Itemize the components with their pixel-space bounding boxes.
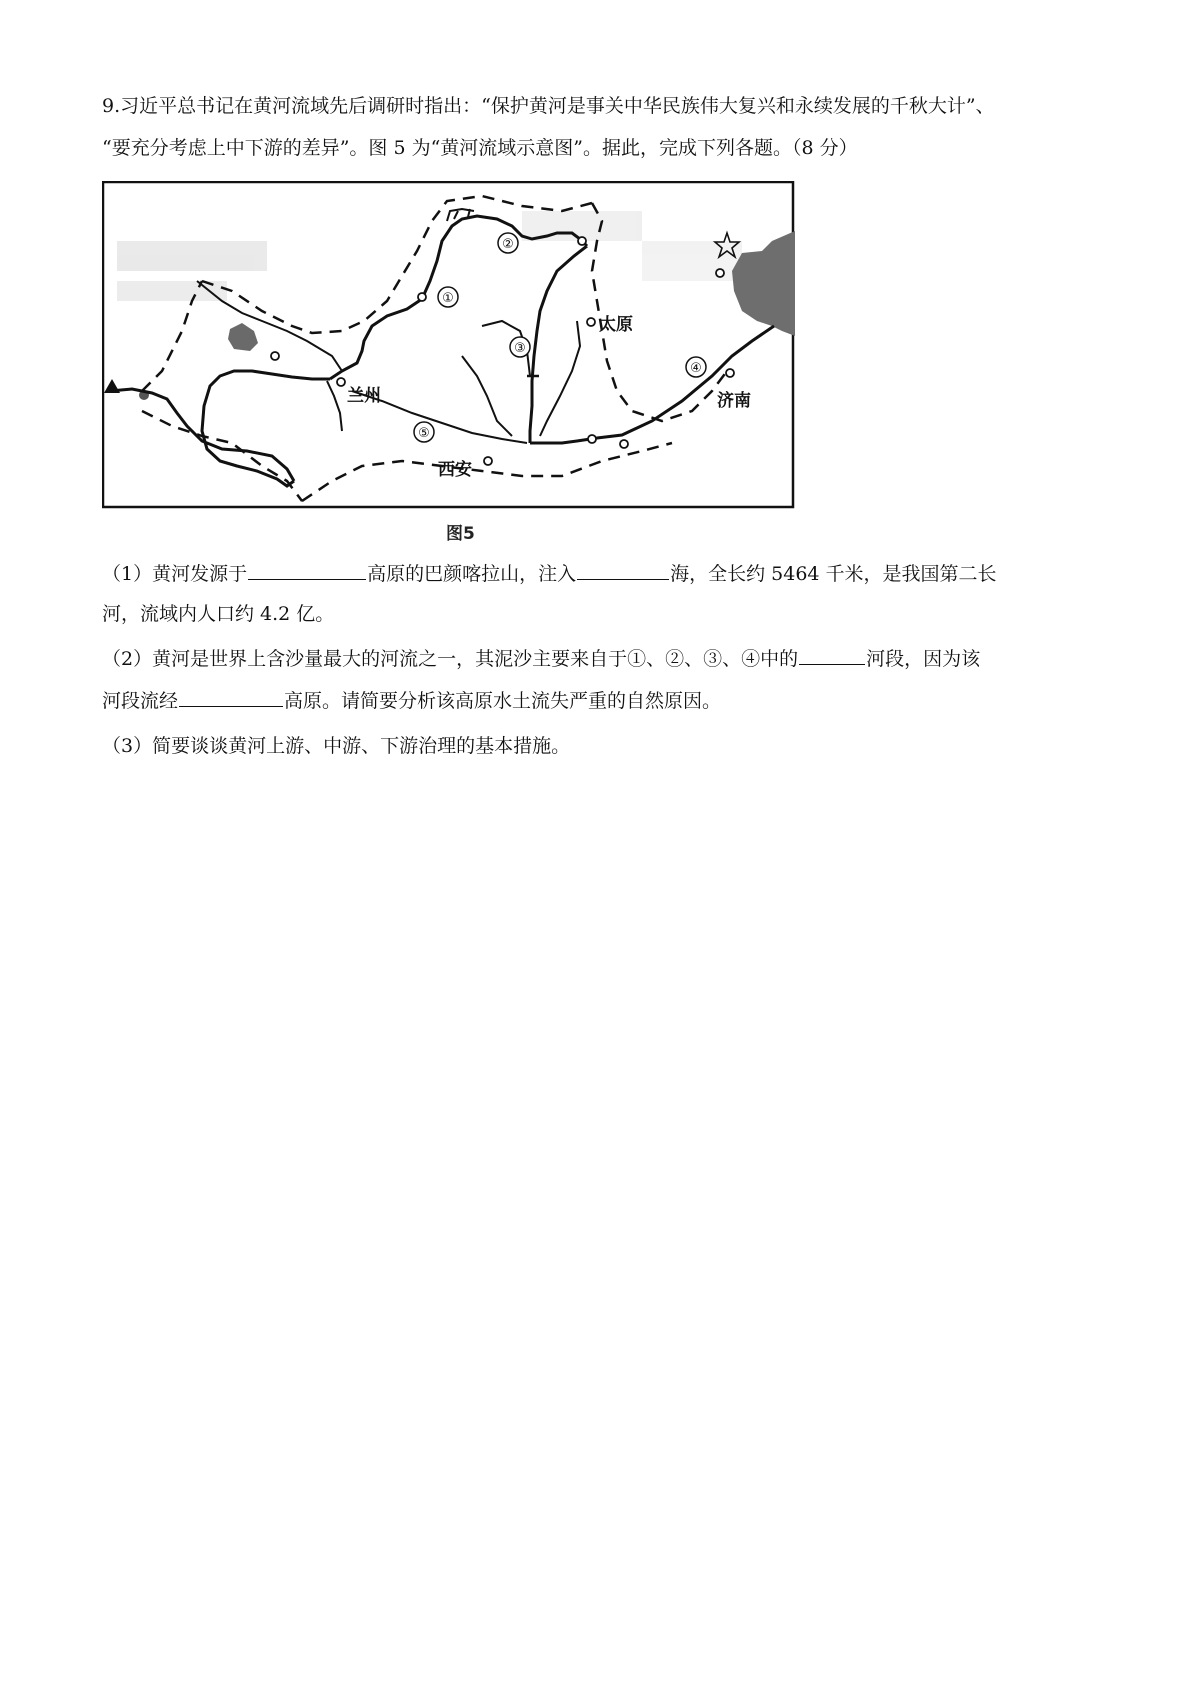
q1-blank-plateau[interactable] — [248, 561, 366, 580]
q1-text-b: 高原的巴颜喀拉山，注入 — [367, 563, 577, 585]
svg-text:④: ④ — [690, 361, 702, 376]
marker-1 — [438, 287, 458, 307]
sub-question-2 — [102, 645, 1102, 673]
yellow-river-basin-map — [102, 181, 795, 509]
city-dot-zhengzhou — [620, 440, 628, 448]
city-dot-jinan — [726, 369, 734, 377]
q1-text-c: 海，全长约 5464 千米，是我国第二长 — [670, 563, 997, 585]
city-dot-1 — [418, 293, 426, 301]
q2-text-a: （2）黄河是世界上含沙量最大的河流之一，其泥沙主要来自于①、②、③、④中的 — [102, 648, 799, 670]
sub-question-1-line2: 河，流域内人口约 4.2 亿。 — [102, 603, 335, 625]
question-intro-line1: 9.习近平总书记在黄河流域先后调研时指出：“保护黄河是事关中华民族伟大复兴和永续发展的千秋大计”、 — [102, 95, 995, 117]
q1-blank-sea[interactable] — [577, 561, 669, 580]
label-jinan: 济南 — [717, 391, 751, 411]
figure-caption: 图5 — [446, 524, 475, 544]
q2-text-d: 高原。请简要分析该高原水土流失严重的自然原因。 — [284, 690, 722, 712]
city-dot-2 — [578, 237, 586, 245]
city-dot-tianjin — [716, 269, 724, 277]
svg-text:①: ① — [442, 291, 454, 306]
label-taiyuan: 太原 — [599, 315, 633, 335]
q2-blank-segment[interactable] — [799, 646, 865, 665]
svg-text:②: ② — [502, 237, 514, 252]
q2-text-c: 河段流经 — [102, 690, 179, 712]
marker-4 — [686, 357, 706, 377]
question-intro-line2: “要充分考虑上中下游的差异”。图 5 为“黄河流域示意图”。据此，完成下列各题。（8 分） — [102, 137, 858, 159]
svg-text:③: ③ — [514, 341, 526, 356]
marker-2 — [498, 233, 518, 253]
sub-question-1 — [102, 560, 1102, 588]
city-dot-xining — [271, 352, 279, 360]
city-dot-kaifeng — [588, 435, 596, 443]
q2-text-b: 河段，因为该 — [866, 648, 981, 670]
marker-3 — [510, 337, 530, 357]
label-lanzhou: 兰州 — [347, 386, 381, 406]
sub-question-3: （3）简要谈谈黄河上游、中游、下游治理的基本措施。 — [102, 735, 571, 757]
svg-text:⑤: ⑤ — [418, 426, 430, 441]
sub-question-2-line2 — [102, 687, 1102, 715]
q2-blank-plateau[interactable] — [179, 688, 283, 707]
q1-text-a: （1）黄河发源于 — [102, 563, 248, 585]
city-dot-taiyuan — [587, 318, 595, 326]
city-dot-xian — [484, 457, 492, 465]
marker-5 — [414, 422, 434, 442]
label-xian: 西安 — [438, 460, 472, 480]
city-dot-lanzhou — [337, 378, 345, 386]
